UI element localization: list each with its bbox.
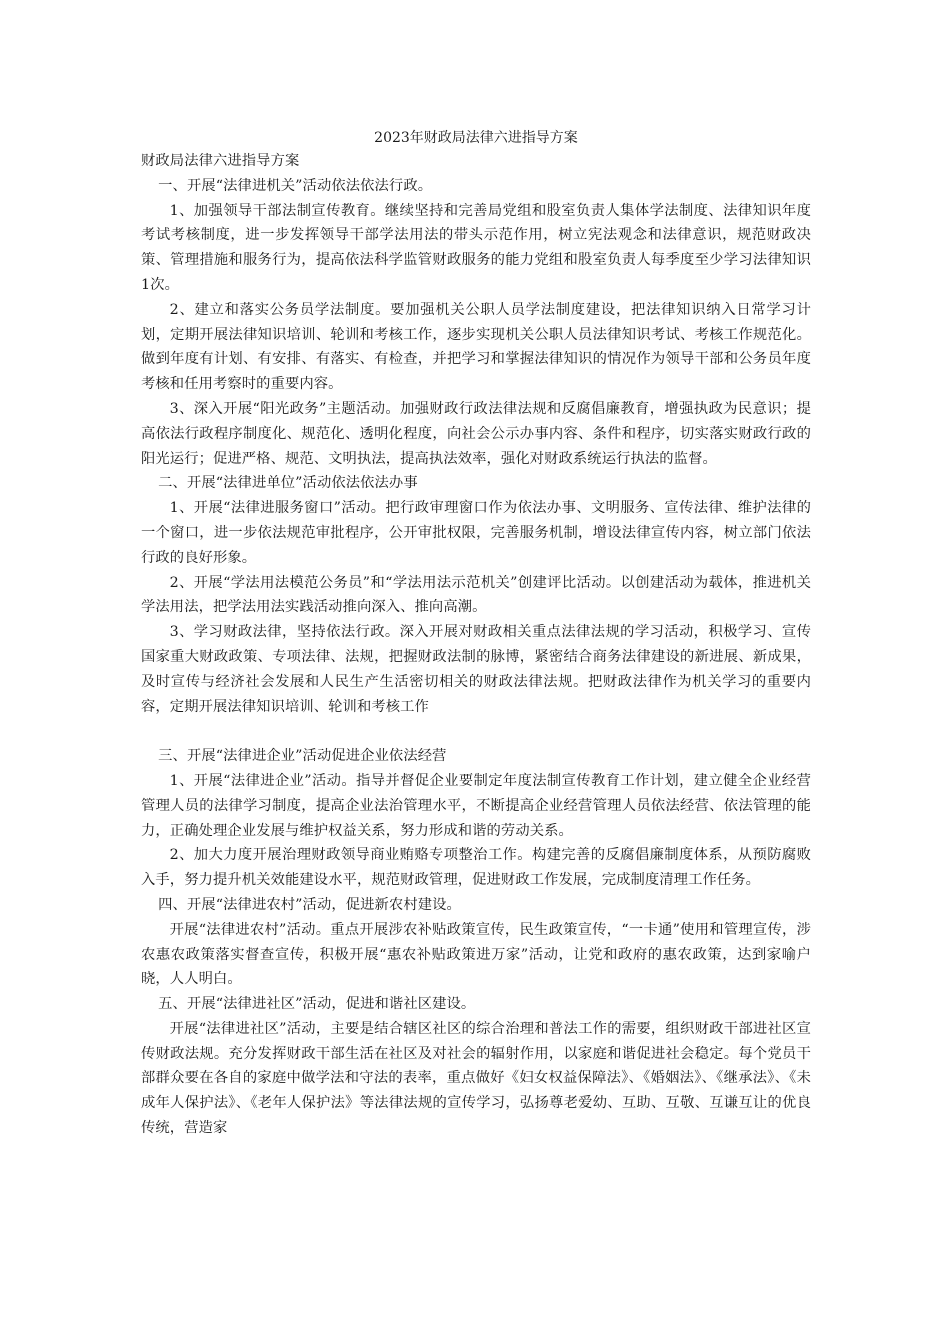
document-page [141,127,811,1141]
paragraph-1-2: 2、建立和落实公务员学法制度。要加强机关公职人员学法制度建设，把法律知识纳入日常学习计划，定期开展法律知识培训、轮训和考核工作，逐步实现机关公职人员法律知识考试、考核工作规范化。做到年度有计划、有安排、有落实、有检查，并把学习和掌握法律知识的情况作为领导干部和公务员年度考核和任用考察时的重要内容。 [141,301,811,393]
section-heading-1: 一、开展“法律进机关”活动依法依法行政。 [158,177,433,194]
paragraph-4-1: 开展“法律进农村”活动。重点开展涉农补贴政策宣传，民生政策宣传，“一卡通”使用和管理宣传，涉农惠农政策落实督查宣传，积极开展“惠农补贴政策进万家”活动，让党和政府的惠农政策，达到家喻户晓，人人明白。 [141,921,811,988]
paragraph-1-3: 3、深入开展“阳光政务”主题活动。加强财政行政法律法规和反腐倡廉教育，增强执政为民意识；提高依法行政程序制度化、规范化、透明化程度，向社会公示办事内容、条件和程序，切实落实财政行政的阳光运行；促进严格、规范、文明执法，提高执法效率，强化对财政系统运行执法的监督。 [141,400,811,467]
section-heading-5: 五、开展“法律进社区”活动，促进和谐社区建设。 [158,996,476,1013]
paragraph-2-2: 2、开展“学法用法模范公务员”和“学法用法示范机关”创建评比活动。以创建活动为载体，推进机关学法用法，把学法用法实践活动推向深入、推向高潮。 [141,574,811,616]
paragraph-1-1: 1、加强领导干部法制宣传教育。继续坚持和完善局党组和股室负责人集体学法制度、法律知识年度考试考核制度，进一步发挥领导干部学法用法的带头示范作用，树立宪法观念和法律意识，规范财政决策、管理措施和服务行为，提高依法科学监管财政服务的能力党组和股室负责人每季度至少学习法律知识1次。 [141,202,811,293]
document-subtitle: 财政局法律六进指导方案 [141,153,300,169]
section-heading-4: 四、开展“法律进农村”活动，促进新农村建设。 [158,896,461,913]
paragraph-2-1: 1、开展“法律进服务窗口”活动。把行政审理窗口作为依法办事、文明服务、宣传法律、维护法律的一个窗口，进一步依法规范审批程序，公开审批权限，完善服务机制，增设法律宣传内容，树立部门依法行政的良好形象。 [141,500,811,566]
document-title: 2023年财政局法律六进指导方案 [374,130,578,146]
paragraph-2-3: 3、学习财政法律，坚持依法行政。深入开展对财政相关重点法律法规的学习活动，积极学习、宣传国家重大财政政策、专项法律、法规，把握财政法制的脉博，紧密结合商务法律建设的新进展、新成果，及时宣传与经济社会发展和人民生产生活密切相关的财政法律法规。把财政法律作为机关学习的重要内容，定期开展法律知识培训、轮训和考核工作 [141,624,811,715]
section-heading-2: 二、开展“法律进单位”活动依法依法办事 [158,475,418,492]
blank-line [141,719,811,744]
paragraph-3-2: 2、加大力度开展治理财政领导商业贿赂专项整治工作。构建完善的反腐倡廉制度体系，从预防腐败入手，努力提升机关效能建设水平，规范财政管理，促进财政工作发展，完成制度清理工作任务。 [141,847,811,889]
paragraph-3-1: 1、开展“法律进企业”活动。指导并督促企业要制定年度法制宣传教育工作计划，建立健全企业经营管理人员的法律学习制度，提高企业法治管理水平，不断提高企业经营管理人员依法经营、依法管理的能力，正确处理企业发展与维护权益关系，努力形成和谐的劳动关系。 [141,772,811,839]
section-heading-3: 三、开展“法律进企业”活动促进企业依法经营 [158,748,447,765]
paragraph-5-1: 开展“法律进社区”活动，主要是结合辖区社区的综合治理和普法工作的需要，组织财政干部进社区宣传财政法规。充分发挥财政干部生活在社区及对社会的辐射作用，以家庭和谐促进社会稳定。每个党员干部群众要在各自的家庭中做学法和守法的表率，重点做好《妇女权益保障法》、《婚姻法》、《继承法》、《未成年人保护法》、《老年人保护法》等法律法规的宣传学习，弘扬尊老爱幼、互助、互敬、互谦互让的优良传统，营造家 [141,1020,811,1137]
